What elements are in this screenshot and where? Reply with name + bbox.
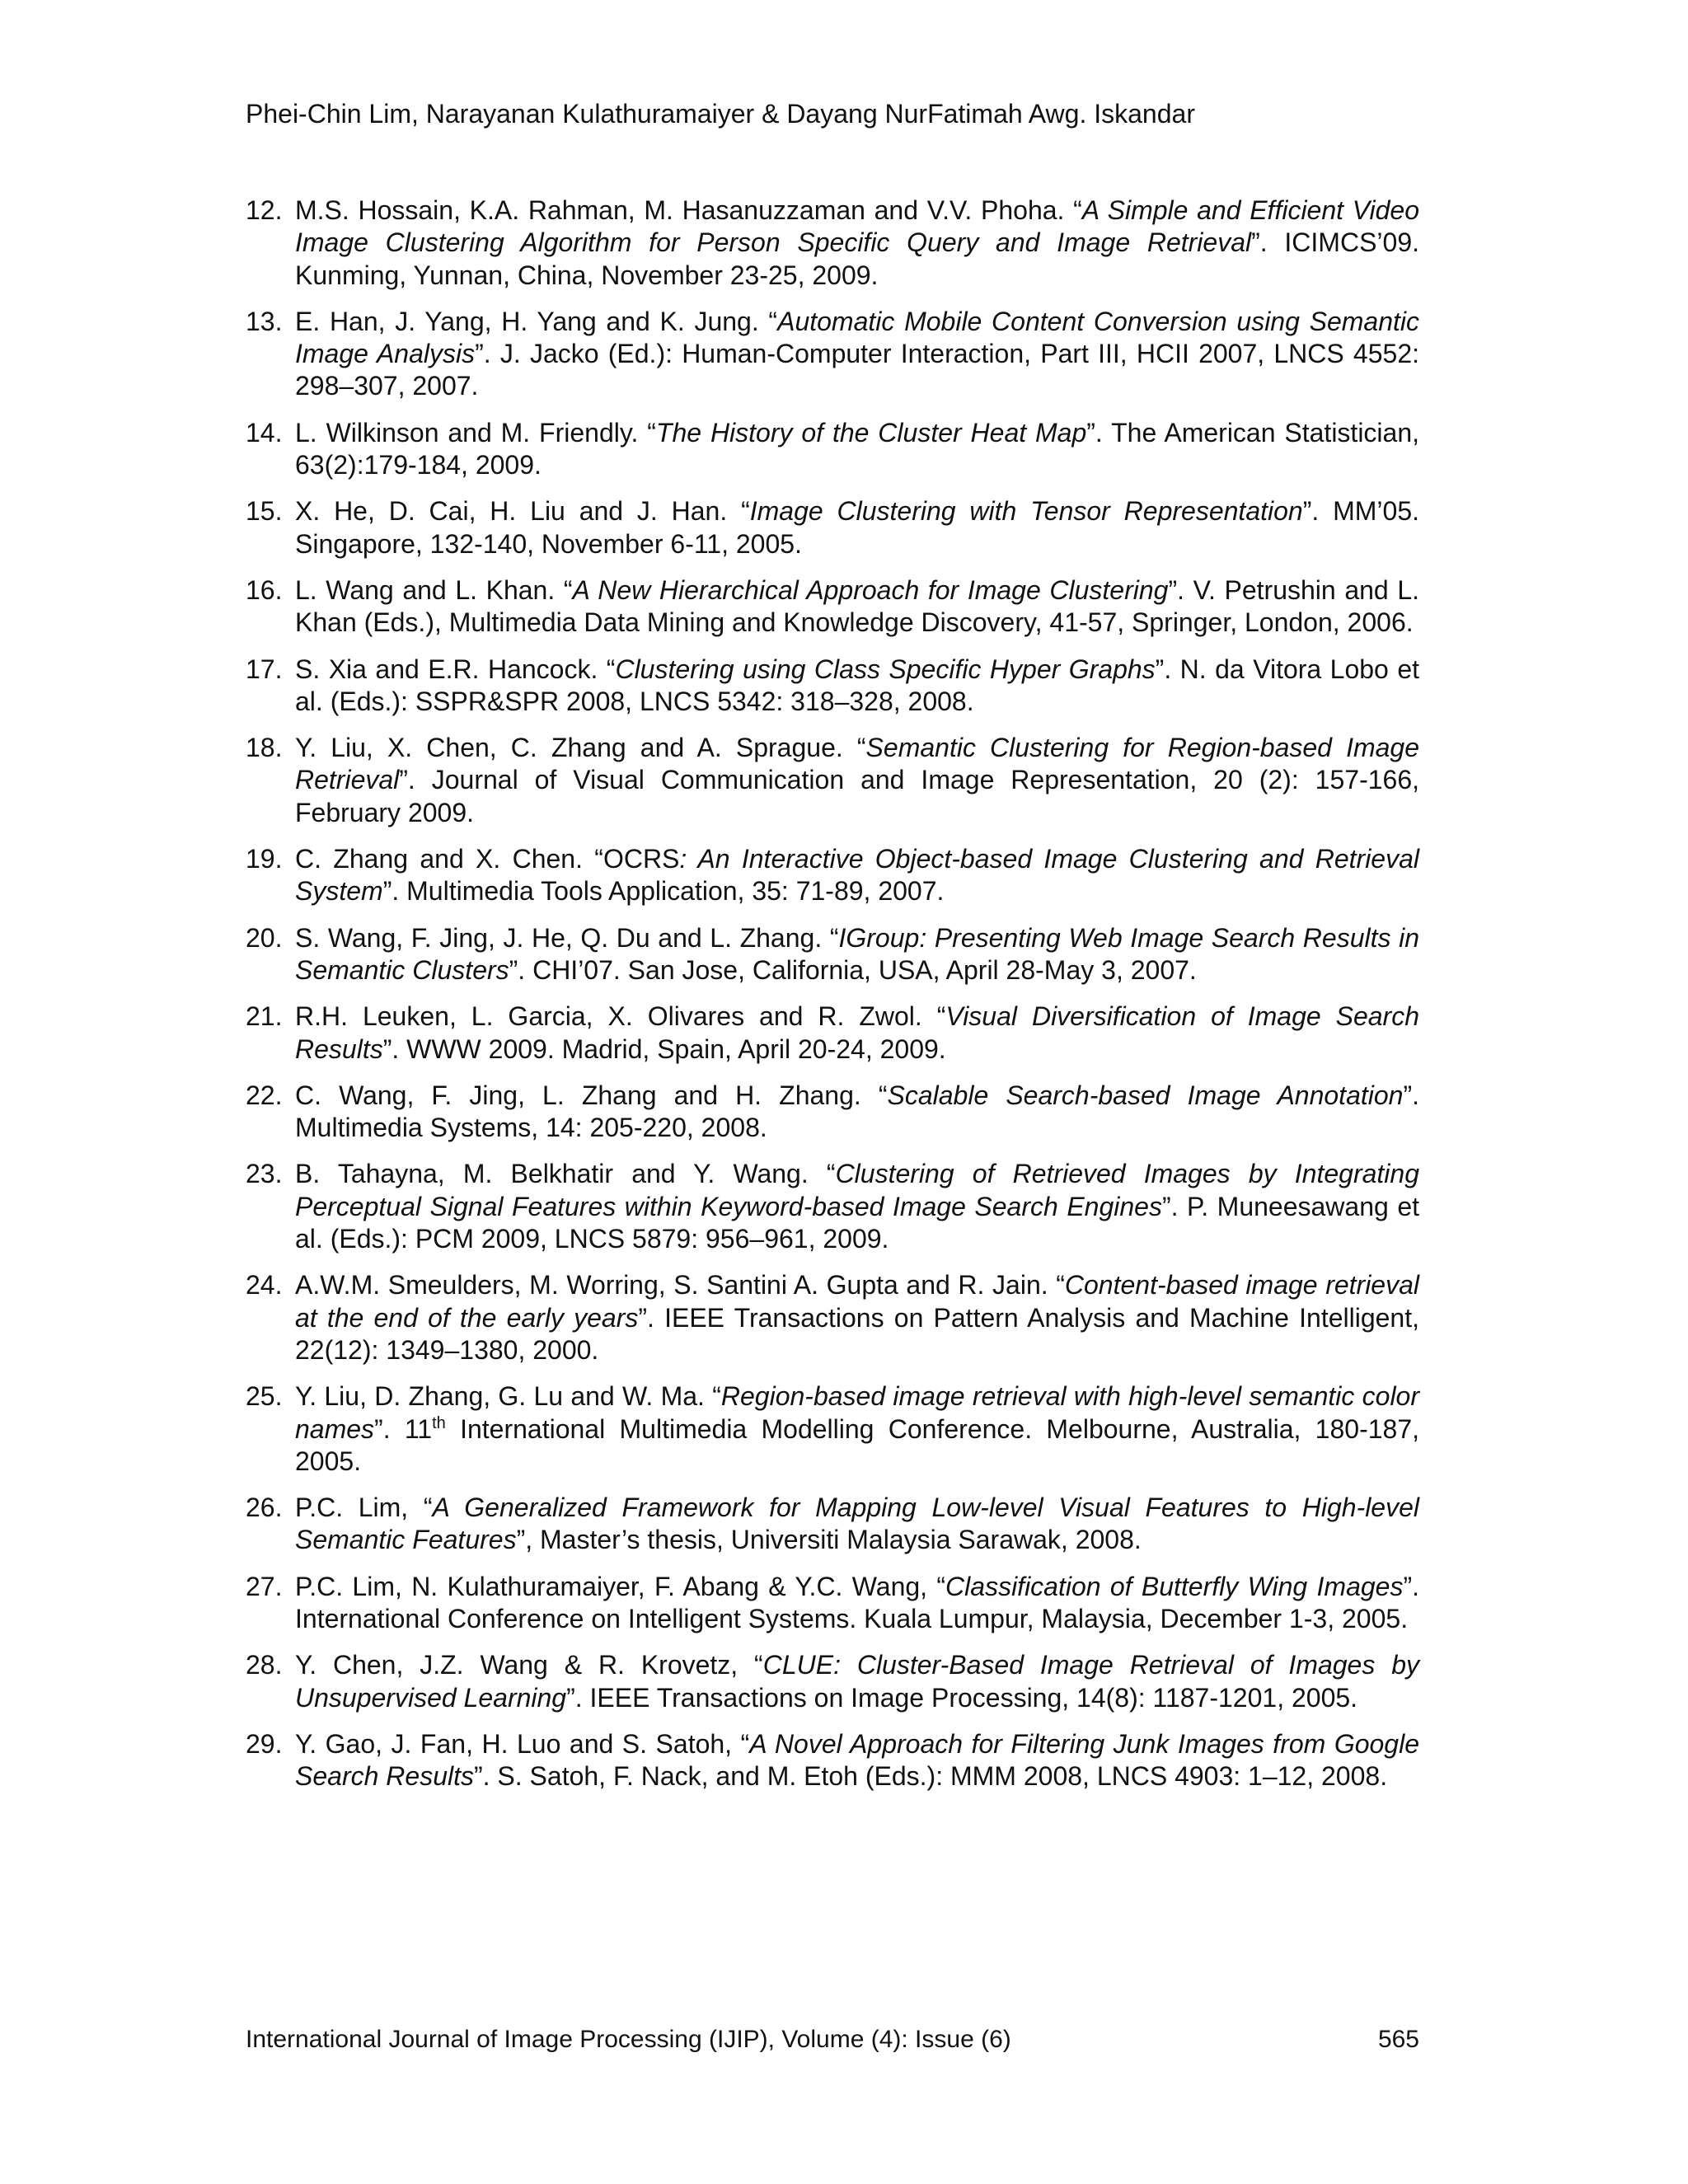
reference-source: ”. International Conference on Intelligent Systems. Kuala Lumpur, Malaysia, December 1-3, 2005. (295, 1571, 1420, 1633)
reference-number: 28. (246, 1650, 283, 1680)
reference-source: ”. N. da Vitora Lobo et al. (Eds.): SSPR&SPR 2008, LNCS 5342: 318–328, 2008. (295, 654, 1420, 716)
footer-journal: International Journal of Image Processing (IJIP), Volume (4): Issue (6) (246, 2026, 1011, 2053)
reference-number: 15. (246, 496, 283, 527)
reference-item (246, 1158, 1419, 1255)
reference-authors: B. Tahayna, M. Belkhatir and Y. Wang. “ (295, 1159, 836, 1189)
reference-title: Clustering of Retrieved Images by Integrating Perceptual Signal Features within Keyword-based Image Search Engines (295, 1159, 1420, 1221)
reference-item (246, 1001, 1419, 1066)
reference-list (246, 194, 1419, 1807)
reference-title: CLUE: Cluster-Based Image Retrieval of Images by Unsupervised Learning (295, 1650, 1420, 1713)
reference-source: ”. ICIMCS’09. Kunming, Yunnan, China, November 23-25, 2009. (295, 227, 1420, 290)
reference-number: 14. (246, 417, 283, 448)
reference-source: ”. S. Satoh, F. Nack, and M. Etoh (Eds.): MMM 2008, LNCS 4903: 1–12, 2008. (473, 1761, 1388, 1792)
reference-number: 17. (246, 654, 283, 684)
reference-text (295, 1649, 1419, 1714)
reference-authors: A.W.M. Smeulders, M. Worring, S. Santini A. Gupta and R. Jain. “ (295, 1270, 1065, 1301)
reference-text (295, 417, 1419, 482)
reference-text (295, 194, 1419, 292)
reference-text (295, 1269, 1419, 1366)
reference-authors: C. Zhang and X. Chen. “OCRS (295, 844, 680, 874)
page-number: 565 (1377, 2026, 1419, 2053)
reference-source: ”. Multimedia Tools Application, 35: 71-89, 2007. (382, 876, 945, 907)
reference-number: 13. (246, 306, 283, 336)
reference-superscript: th (432, 1413, 446, 1432)
reference-text (295, 922, 1419, 987)
reference-number: 24. (246, 1270, 283, 1301)
reference-authors: M.S. Hossain, K.A. Rahman, M. Hasanuzzaman and V.V. Phoha. “ (295, 195, 1082, 225)
reference-item (246, 922, 1419, 987)
reference-authors: X. He, D. Cai, H. Liu and J. Han. “ (295, 496, 750, 527)
reference-source: ”. P. Muneesawang et al. (Eds.): PCM 2009, LNCS 5879: 956–961, 2009. (295, 1191, 1420, 1254)
reference-source: ”. IEEE Transactions on Pattern Analysis and Machine Intelligent, 22(12): 1349–1380, 2000. (295, 1302, 1420, 1365)
reference-text (295, 495, 1419, 560)
reference-title: Semantic Clustering for Region-based Image Retrieval (295, 733, 1420, 795)
reference-title: A Simple and Efficient Video Image Clustering Algorithm for Person Specific Query and Image Retrieval (295, 195, 1420, 258)
reference-text (295, 1158, 1419, 1255)
reference-source: ”, Master’s thesis, Universiti Malaysia Sarawak, 2008. (516, 1525, 1142, 1555)
reference-text (295, 654, 1419, 719)
reference-item (246, 843, 1419, 908)
reference-text (295, 1380, 1419, 1478)
reference-authors: L. Wang and L. Khan. “ (295, 574, 573, 605)
reference-item (246, 1649, 1419, 1714)
reference-text (295, 574, 1419, 640)
reference-item (246, 1492, 1419, 1557)
reference-item (246, 654, 1419, 719)
reference-authors: E. Han, J. Yang, H. Yang and K. Jung. “ (295, 306, 778, 336)
reference-item (246, 417, 1419, 482)
reference-title: : An Interactive Object-based Image Clustering and Retrieval System (295, 844, 1420, 907)
reference-source: ”. J. Jacko (Ed.): Human-Computer Interaction, Part III, HCII 2007, LNCS 4552: 298–307, 2007. (295, 339, 1419, 401)
reference-authors: S. Wang, F. Jing, J. He, Q. Du and L. Zhang. “ (295, 922, 839, 953)
reference-title: Classification of Butterfly Wing Images (945, 1571, 1404, 1601)
reference-text (295, 1080, 1419, 1145)
page-footer (246, 2024, 1419, 2055)
reference-item (246, 1269, 1419, 1366)
reference-item (246, 1380, 1419, 1478)
reference-text (295, 1001, 1419, 1066)
reference-authors: R.H. Leuken, L. Garcia, X. Olivares and R. Zwol. “ (295, 1001, 946, 1032)
reference-authors: Y. Gao, J. Fan, H. Luo and S. Satoh, “ (295, 1728, 750, 1759)
reference-title: Clustering using Class Specific Hyper Graphs (615, 654, 1156, 684)
reference-authors: S. Xia and E.R. Hancock. “ (295, 654, 616, 684)
reference-authors: Y. Liu, X. Chen, C. Zhang and A. Sprague. “ (295, 733, 866, 763)
reference-item (246, 1728, 1419, 1793)
reference-source: ”. IEEE Transactions on Image Processing, 14(8): 1187-1201, 2005. (566, 1682, 1358, 1713)
reference-number: 23. (246, 1159, 283, 1189)
reference-title: A Generalized Framework for Mapping Low-level Visual Features to High-level Semantic Features (295, 1493, 1420, 1555)
reference-source: ”. 11 (374, 1413, 433, 1444)
reference-authors: C. Wang, F. Jing, L. Zhang and H. Zhang. “ (295, 1080, 888, 1110)
reference-title: The History of the Cluster Heat Map (655, 417, 1087, 448)
reference-source: ”. CHI’07. San Jose, California, USA, April 28-May 3, 2007. (509, 954, 1197, 985)
reference-number: 19. (246, 844, 283, 874)
reference-item (246, 1571, 1419, 1636)
reference-title: A New Hierarchical Approach for Image Clustering (572, 574, 1169, 605)
reference-text (295, 1728, 1419, 1793)
reference-title: Automatic Mobile Content Conversion using Semantic Image Analysis (295, 306, 1420, 369)
reference-source: ”. Multimedia Systems, 14: 205-220, 2008. (295, 1080, 1420, 1143)
reference-title: A Novel Approach for Filtering Junk Images from Google Search Results (295, 1728, 1419, 1792)
reference-source: ”. Journal of Visual Communication and Image Representation, 20 (2): 157-166, February 2009. (295, 765, 1419, 827)
reference-item (246, 1080, 1419, 1145)
reference-text (295, 306, 1419, 403)
reference-authors: Y. Liu, D. Zhang, G. Lu and W. Ma. “ (295, 1381, 721, 1412)
reference-authors: L. Wilkinson and M. Friendly. “ (295, 417, 656, 448)
reference-authors: P.C. Lim, N. Kulathuramaiyer, F. Abang & Y.C. Wang, “ (295, 1571, 946, 1601)
reference-text (295, 1492, 1419, 1557)
reference-number: 21. (246, 1001, 283, 1032)
reference-item (246, 194, 1419, 292)
reference-title: Visual Diversification of Image Search Results (295, 1001, 1420, 1064)
reference-title: IGroup: Presenting Web Image Search Results in Semantic Clusters (295, 922, 1420, 985)
reference-source: ”. V. Petrushin and L. Khan (Eds.), Multimedia Data Mining and Knowledge Discovery, 41-57, Springer, London, 2006. (295, 574, 1420, 638)
reference-number: 25. (246, 1381, 283, 1412)
reference-authors: Y. Chen, J.Z. Wang & R. Krovetz, “ (295, 1650, 763, 1680)
reference-text (295, 843, 1419, 908)
reference-item (246, 306, 1419, 403)
reference-number: 20. (246, 922, 283, 953)
reference-title: Content-based image retrieval at the end of the early years (295, 1270, 1419, 1333)
reference-text (295, 1571, 1419, 1636)
reference-number: 22. (246, 1080, 283, 1110)
reference-item (246, 732, 1419, 829)
reference-number: 26. (246, 1493, 283, 1523)
reference-title: Image Clustering with Tensor Representation (749, 496, 1303, 527)
reference-source: ”. The American Statistician, 63(2):179-184, 2009. (295, 417, 1420, 480)
reference-number: 18. (246, 733, 283, 763)
reference-title: Scalable Search-based Image Annotation (887, 1080, 1404, 1110)
reference-source: ”. WWW 2009. Madrid, Spain, April 20-24, 2009. (382, 1033, 946, 1064)
reference-item (246, 574, 1419, 640)
header-authors: Phei-Chin Lim, Narayanan Kulathuramaiyer & Dayang NurFatimah Awg. Iskandar (246, 99, 1195, 129)
reference-source: ”. MM’05. Singapore, 132-140, November 6-11, 2005. (295, 496, 1420, 559)
reference-number: 29. (246, 1728, 283, 1759)
reference-number: 27. (246, 1571, 283, 1601)
running-header (246, 97, 1195, 130)
reference-source-continued: International Multimedia Modelling Conference. Melbourne, Australia, 180-187, 2005. (295, 1413, 1420, 1476)
reference-number: 16. (246, 574, 283, 605)
reference-authors: P.C. Lim, “ (295, 1493, 433, 1523)
reference-title: Region-based image retrieval with high-level semantic color names (295, 1381, 1420, 1444)
reference-item (246, 495, 1419, 560)
reference-number: 12. (246, 195, 283, 225)
reference-text (295, 732, 1419, 829)
